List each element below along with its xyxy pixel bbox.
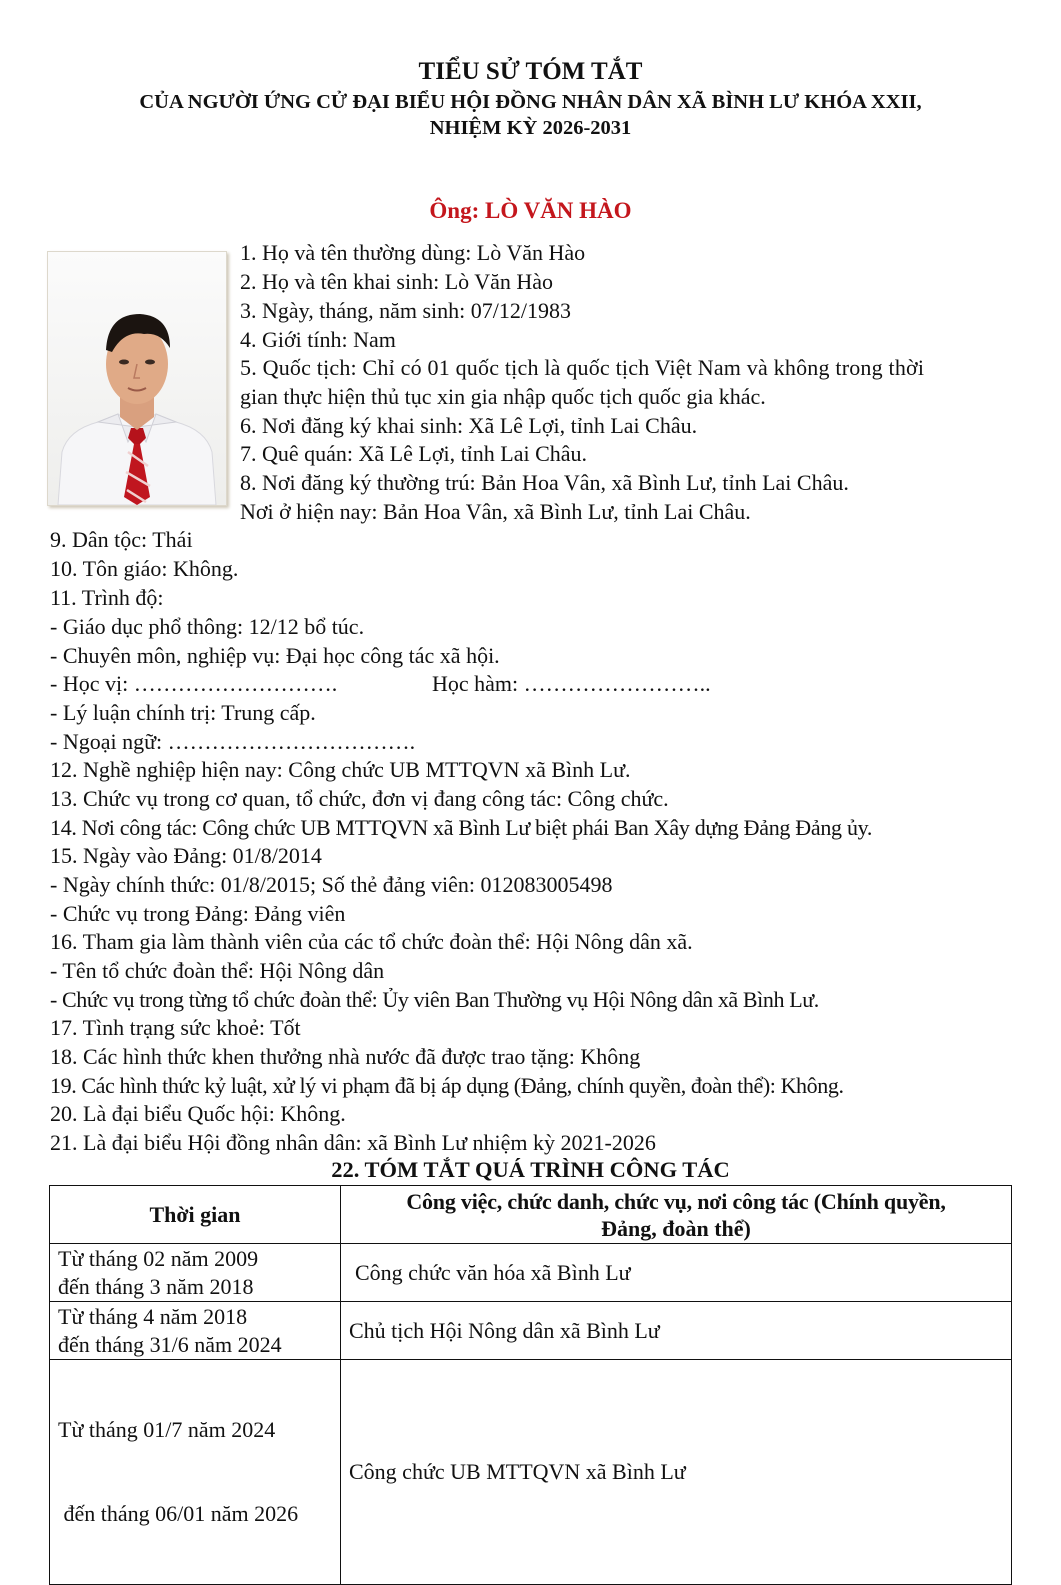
item-11-academic-title: Học hàm: …………………….. <box>432 671 711 696</box>
item-15: 15. Ngày vào Đảng: 01/8/2014 <box>50 843 322 868</box>
document-title: TIỂU SỬ TÓM TẮT <box>418 58 643 85</box>
item-4: 4. Giới tính: Nam <box>240 327 396 352</box>
item-13: 13. Chức vụ trong cơ quan, tổ chức, đơn vị đang công tác: Công chức. <box>50 786 669 811</box>
item-5-line2: gian thực hiện thủ tục xin gia nhập quốc tịch quốc gia khác. <box>240 384 766 409</box>
item-7: 7. Quê quán: Xã Lê Lợi, tỉnh Lai Châu. <box>240 441 588 466</box>
row-time <box>50 1360 341 1585</box>
portrait-photo <box>47 251 227 506</box>
row-job: Công chức văn hóa xã Bình Lư <box>341 1244 1012 1302</box>
row-time-start: Từ tháng 01/7 năm 2024 <box>58 1417 276 1442</box>
column-header-job-line1: Công việc, chức danh, chức vụ, nơi công tác (Chính quyền, <box>406 1188 946 1214</box>
item-16: 16. Tham gia làm thành viên của các tổ chức đoàn thể: Hội Nông dân xã. <box>50 929 693 954</box>
item-8: 8. Nơi đăng ký thường trú: Bản Hoa Vân, xã Bình Lư, tỉnh Lai Châu. <box>240 470 849 495</box>
column-header-time: Thời gian <box>50 1186 341 1244</box>
work-history-title: 22. TÓM TẮT QUÁ TRÌNH CÔNG TÁC <box>331 1157 730 1182</box>
row-time-end: đến tháng 06/01 năm 2026 <box>58 1501 299 1526</box>
row-time-start: Từ tháng 4 năm 2018 <box>58 1303 248 1329</box>
item-1: 1. Họ và tên thường dùng: Lò Văn Hào <box>240 240 586 265</box>
document-subtitle: CỦA NGƯỜI ỨNG CỬ ĐẠI BIỂU HỘI ĐỒNG NHÂN DÂN XÃ BÌNH LƯ KHÓA XXII, <box>139 91 922 113</box>
item-15-party-position: - Chức vụ trong Đảng: Đảng viên <box>50 901 346 926</box>
row-time-start: Từ tháng 02 năm 2009 <box>58 1245 259 1271</box>
item-15-official-date: - Ngày chính thức: 01/8/2015; Số thẻ đảng viên: 012083005498 <box>50 872 613 897</box>
row-job: Công chức UB MTTQVN xã Bình Lư <box>341 1360 1012 1585</box>
item-6: 6. Nơi đăng ký khai sinh: Xã Lê Lợi, tỉnh Lai Châu. <box>240 413 698 438</box>
row-job: Chủ tịch Hội Nông dân xã Bình Lư <box>341 1302 1012 1360</box>
work-history-table <box>49 1185 1012 1585</box>
table-row <box>50 1244 1012 1302</box>
item-21: 21. Là đại biểu Hội đồng nhân dân: xã Bình Lư nhiệm kỳ 2021-2026 <box>50 1130 656 1155</box>
table-row <box>50 1360 1012 1585</box>
item-16-position: - Chức vụ trong từng tổ chức đoàn thể: Ủy viên Ban Thường vụ Hội Nông dân xã Bình Lư. <box>50 987 819 1012</box>
item-10: 10. Tôn giáo: Không. <box>50 556 239 581</box>
table-row <box>50 1302 1012 1360</box>
row-time-end: đến tháng 31/6 năm 2024 <box>58 1331 282 1357</box>
item-20: 20. Là đại biểu Quốc hội: Không. <box>50 1101 346 1126</box>
item-12: 12. Nghề nghiệp hiện nay: Công chức UB MTTQVN xã Bình Lư. <box>50 757 631 782</box>
row-time-end: đến tháng 3 năm 2018 <box>58 1273 254 1299</box>
item-3: 3. Ngày, tháng, năm sinh: 07/12/1983 <box>240 298 571 323</box>
item-11-specialty: - Chuyên môn, nghiệp vụ: Đại học công tác xã hội. <box>50 643 500 668</box>
item-2: 2. Họ và tên khai sinh: Lò Văn Hào <box>240 269 554 294</box>
item-16-organization: - Tên tổ chức đoàn thể: Hội Nông dân <box>50 958 385 983</box>
table-header-row <box>50 1186 1012 1244</box>
item-17: 17. Tình trạng sức khoẻ: Tốt <box>50 1015 301 1040</box>
column-header-job <box>341 1186 1012 1244</box>
candidate-name: Ông: LÒ VĂN HÀO <box>429 198 632 223</box>
item-11-general-education: - Giáo dục phổ thông: 12/12 bổ túc. <box>50 614 365 639</box>
item-5-line1: 5. Quốc tịch: Chỉ có 01 quốc tịch là quốc tịch Việt Nam và không trong thời <box>240 355 925 380</box>
document-term: NHIỆM KỲ 2026-2031 <box>429 117 632 139</box>
item-19: 19. Các hình thức kỷ luật, xử lý vi phạm đã bị áp dụng (Đảng, chính quyền, đoàn thể): Không. <box>50 1073 844 1098</box>
row-time <box>50 1302 341 1360</box>
item-8-residence: Nơi ở hiện nay: Bản Hoa Vân, xã Bình Lư, tỉnh Lai Châu. <box>240 499 751 524</box>
item-9: 9. Dân tộc: Thái <box>50 527 193 552</box>
item-18: 18. Các hình thức khen thưởng nhà nước đã được trao tặng: Không <box>50 1044 641 1069</box>
column-header-job-line2: Đảng, đoàn thể) <box>601 1215 751 1241</box>
item-11-degree: - Học vị: ………………………. <box>50 671 338 696</box>
item-11-political-theory: - Lý luận chính trị: Trung cấp. <box>50 700 316 725</box>
row-time <box>50 1244 341 1302</box>
item-11: 11. Trình độ: <box>50 585 164 610</box>
item-14: 14. Nơi công tác: Công chức UB MTTQVN xã Bình Lư biệt phái Ban Xây dựng Đảng Đảng ủy. <box>50 815 873 840</box>
item-11-foreign-language: - Ngoại ngữ: ……………………………. <box>50 729 416 754</box>
